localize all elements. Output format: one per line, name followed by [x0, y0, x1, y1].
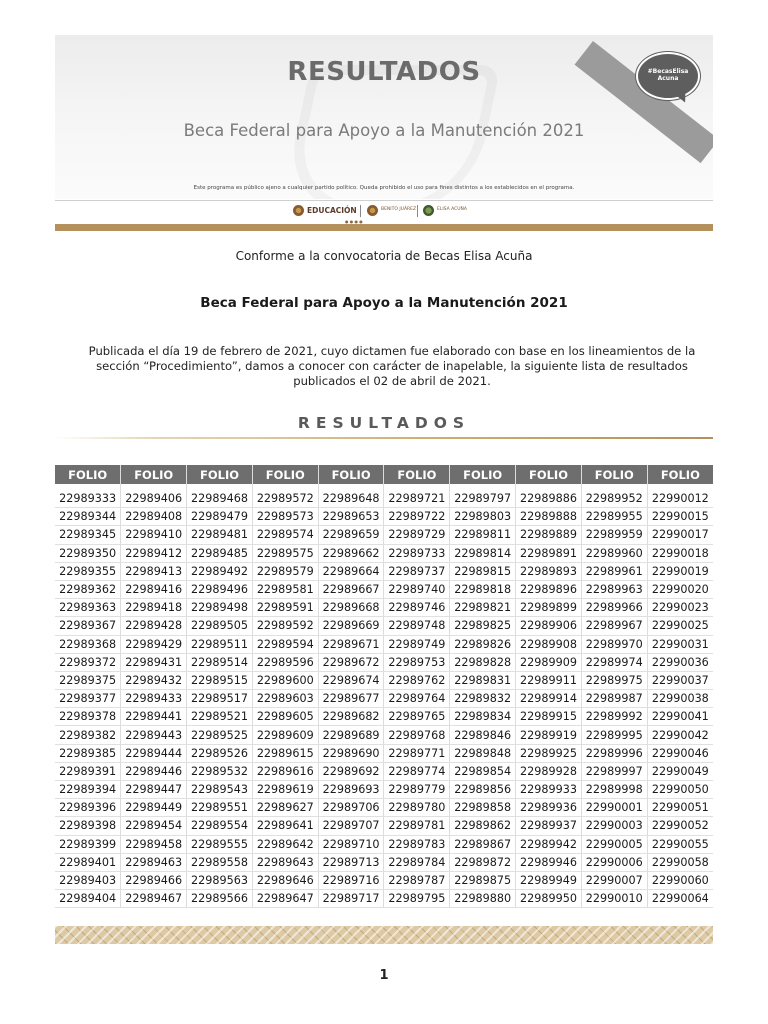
table-row: [55, 762, 713, 780]
folio-cell: 22989350: [55, 544, 121, 562]
folio-cell: 22989410: [121, 526, 187, 544]
hashtag-bubble: [636, 52, 700, 100]
folio-cell: 22989872: [450, 853, 516, 871]
column-header-folio: FOLIO: [516, 465, 582, 484]
folio-cell: 22989915: [516, 708, 582, 726]
folio-cell: 22990019: [647, 562, 713, 580]
folio-cell: 22989382: [55, 726, 121, 744]
folio-cell: 22989385: [55, 744, 121, 762]
folio-cell: 22990012: [647, 490, 713, 508]
folio-cell: 22989925: [516, 744, 582, 762]
folio-cell: 22989525: [187, 726, 253, 744]
folio-cell: 22989443: [121, 726, 187, 744]
table-row: [55, 544, 713, 562]
table-row: [55, 508, 713, 526]
folio-cell: 22989814: [450, 544, 516, 562]
logos-top-rule: [55, 200, 713, 201]
folio-cell: 22989479: [187, 508, 253, 526]
table-row: [55, 617, 713, 635]
folio-cell: 22989555: [187, 835, 253, 853]
folio-cell: 22989942: [516, 835, 582, 853]
column-header-folio: FOLIO: [252, 465, 318, 484]
folio-cell: 22989693: [318, 781, 384, 799]
folio-cell: 22990049: [647, 762, 713, 780]
folio-cell: 22989394: [55, 781, 121, 799]
folio-cell: 22989428: [121, 617, 187, 635]
description-paragraph: Publicada el día 19 de febrero de 2021, cuyo dictamen fue elaborado con base en los lineamientos de la sección “Procedimiento”, damos a conocer con carácter de inapelable, la siguiente lista de resultados publicados el 02 de abril de 2021.: [88, 344, 696, 388]
folio-cell: 22990003: [581, 817, 647, 835]
table-row: [55, 835, 713, 853]
folio-cell: 22989574: [252, 526, 318, 544]
folio-cell: 22989967: [581, 617, 647, 635]
folio-cell: 22989933: [516, 781, 582, 799]
folio-cell: 22989378: [55, 708, 121, 726]
folio-cell: 22989372: [55, 653, 121, 671]
banner-title: RESULTADOS: [287, 57, 481, 87]
folio-cell: 22989795: [384, 890, 450, 908]
folio-cell: 22989748: [384, 617, 450, 635]
folio-cell: 22989815: [450, 562, 516, 580]
folio-cell: 22989998: [581, 781, 647, 799]
folio-cell: 22989737: [384, 562, 450, 580]
table-row: [55, 708, 713, 726]
folio-cell: 22989832: [450, 690, 516, 708]
folio-cell: 22989667: [318, 580, 384, 598]
folio-cell: 22990041: [647, 708, 713, 726]
educacion-seal-icon: [293, 205, 304, 216]
section-rule: [55, 437, 713, 439]
folio-cell: 22989641: [252, 817, 318, 835]
table-row: [55, 890, 713, 908]
folio-cell: 22989498: [187, 599, 253, 617]
folio-cell: 22989447: [121, 781, 187, 799]
folio-cell: 22989692: [318, 762, 384, 780]
folio-cell: 22989391: [55, 762, 121, 780]
folio-cell: 22989418: [121, 599, 187, 617]
folio-cell: 22989581: [252, 580, 318, 598]
logos-strip: [55, 199, 713, 224]
folio-cell: 22989609: [252, 726, 318, 744]
folio-cell: 22989784: [384, 853, 450, 871]
folio-cell: 22989449: [121, 799, 187, 817]
folio-cell: 22989406: [121, 490, 187, 508]
folio-cell: 22989722: [384, 508, 450, 526]
folio-cell: 22990052: [647, 817, 713, 835]
folio-cell: 22989768: [384, 726, 450, 744]
folio-cell: 22989858: [450, 799, 516, 817]
banner-disclaimer: Este programa es público ajeno a cualquier partido político. Queda prohibido el uso para fines distintos a los establecidos en el programa.: [193, 185, 575, 191]
table-body: [55, 484, 713, 908]
folio-cell: 22989605: [252, 708, 318, 726]
folio-cell: 22989446: [121, 762, 187, 780]
folio-cell: 22989367: [55, 617, 121, 635]
folio-cell: 22989952: [581, 490, 647, 508]
folio-cell: 22989771: [384, 744, 450, 762]
folio-cell: 22989992: [581, 708, 647, 726]
folio-cell: 22989333: [55, 490, 121, 508]
folio-cell: 22989413: [121, 562, 187, 580]
folio-cell: 22989616: [252, 762, 318, 780]
folio-cell: 22989911: [516, 671, 582, 689]
table-row: [55, 653, 713, 671]
table-row: [55, 744, 713, 762]
folio-cell: 22990058: [647, 853, 713, 871]
folio-cell: 22989848: [450, 744, 516, 762]
folio-cell: 22989961: [581, 562, 647, 580]
folio-cell: 22989594: [252, 635, 318, 653]
folio-cell: 22989591: [252, 599, 318, 617]
folio-cell: 22989368: [55, 635, 121, 653]
folio-cell: 22989716: [318, 871, 384, 889]
folio-cell: 22990064: [647, 890, 713, 908]
folio-cell: 22989463: [121, 853, 187, 871]
folio-cell: 22989517: [187, 690, 253, 708]
folio-cell: 22989466: [121, 871, 187, 889]
folio-cell: 22989532: [187, 762, 253, 780]
folio-cell: 22989563: [187, 871, 253, 889]
folio-cell: 22989441: [121, 708, 187, 726]
table-row: [55, 799, 713, 817]
folio-cell: 22990023: [647, 599, 713, 617]
folio-cell: 22989664: [318, 562, 384, 580]
folio-cell: 22989779: [384, 781, 450, 799]
folio-cell: 22989891: [516, 544, 582, 562]
table-row: [55, 853, 713, 871]
table-row: [55, 671, 713, 689]
table-header-row: [55, 465, 713, 484]
folio-cell: 22989996: [581, 744, 647, 762]
folio-cell: 22990010: [581, 890, 647, 908]
folio-cell: 22989893: [516, 562, 582, 580]
program-title: Beca Federal para Apoyo a la Manutención 2021: [200, 295, 568, 311]
folio-cell: 22989707: [318, 817, 384, 835]
table-row: [55, 817, 713, 835]
folio-cell: 22989433: [121, 690, 187, 708]
folio-cell: 22990007: [581, 871, 647, 889]
folio-cell: 22989825: [450, 617, 516, 635]
folio-cell: 22989646: [252, 871, 318, 889]
folio-cell: 22990018: [647, 544, 713, 562]
folio-cell: 22989592: [252, 617, 318, 635]
folio-cell: 22989975: [581, 671, 647, 689]
folio-table: [55, 465, 713, 908]
folio-cell: 22989526: [187, 744, 253, 762]
logo-elisa-acuna: [423, 205, 467, 216]
folio-cell: 22989914: [516, 690, 582, 708]
folio-cell: 22989412: [121, 544, 187, 562]
folio-cell: 22989959: [581, 526, 647, 544]
folio-cell: 22989669: [318, 617, 384, 635]
folio-cell: 22989966: [581, 599, 647, 617]
column-header-folio: FOLIO: [581, 465, 647, 484]
folio-cell: 22989671: [318, 635, 384, 653]
folio-cell: 22989355: [55, 562, 121, 580]
folio-cell: 22989862: [450, 817, 516, 835]
folio-cell: 22989867: [450, 835, 516, 853]
folio-cell: 22989781: [384, 817, 450, 835]
folio-cell: 22989729: [384, 526, 450, 544]
folio-cell: 22989515: [187, 671, 253, 689]
folio-cell: 22989496: [187, 580, 253, 598]
column-header-folio: FOLIO: [318, 465, 384, 484]
folio-cell: 22989363: [55, 599, 121, 617]
logo-benito-juarez: [367, 205, 416, 216]
folio-cell: 22989946: [516, 853, 582, 871]
folio-cell: 22990051: [647, 799, 713, 817]
folio-cell: 22989753: [384, 653, 450, 671]
decorative-pattern-band: [55, 926, 713, 944]
folio-cell: 22989603: [252, 690, 318, 708]
folio-cell: 22989831: [450, 671, 516, 689]
folio-cell: 22989762: [384, 671, 450, 689]
folio-cell: 22989672: [318, 653, 384, 671]
folio-cell: 22989505: [187, 617, 253, 635]
folio-cell: 22989906: [516, 617, 582, 635]
folio-cell: 22989642: [252, 835, 318, 853]
column-header-folio: FOLIO: [647, 465, 713, 484]
folio-cell: 22989974: [581, 653, 647, 671]
folio-cell: 22989936: [516, 799, 582, 817]
folio-cell: 22989854: [450, 762, 516, 780]
folio-cell: 22989888: [516, 508, 582, 526]
folio-cell: 22989454: [121, 817, 187, 835]
folio-cell: 22989826: [450, 635, 516, 653]
folio-cell: 22989997: [581, 762, 647, 780]
social-icons-row: ● ● ● ●: [345, 219, 363, 224]
folio-cell: 22989811: [450, 526, 516, 544]
folio-cell: 22989928: [516, 762, 582, 780]
folio-cell: 22990037: [647, 671, 713, 689]
folio-cell: 22989575: [252, 544, 318, 562]
gold-divider-bar: [55, 224, 713, 231]
folio-cell: 22989797: [450, 490, 516, 508]
folio-cell: 22989706: [318, 799, 384, 817]
folio-cell: 22990006: [581, 853, 647, 871]
convocatoria-text: Conforme a la convocatoria de Becas Elisa Acuña: [235, 249, 533, 263]
column-header-folio: FOLIO: [121, 465, 187, 484]
folio-cell: 22989468: [187, 490, 253, 508]
folio-cell: 22990001: [581, 799, 647, 817]
logo-benito-juarez-text: BENITO JUÁREZ: [381, 207, 417, 213]
folio-cell: 22990050: [647, 781, 713, 799]
column-header-folio: FOLIO: [450, 465, 516, 484]
logo-elisa-acuna-text: ELISA ACUÑA: [437, 207, 468, 213]
folio-cell: 22990017: [647, 526, 713, 544]
folio-cell: 22989416: [121, 580, 187, 598]
folio-cell: 22989551: [187, 799, 253, 817]
folio-cell: 22989889: [516, 526, 582, 544]
folio-cell: 22989467: [121, 890, 187, 908]
column-header-folio: FOLIO: [384, 465, 450, 484]
folio-cell: 22989690: [318, 744, 384, 762]
folio-cell: 22989375: [55, 671, 121, 689]
table-row: [55, 526, 713, 544]
folio-cell: 22989896: [516, 580, 582, 598]
folio-cell: 22989677: [318, 690, 384, 708]
folio-cell: 22989765: [384, 708, 450, 726]
folio-cell: 22989955: [581, 508, 647, 526]
elisa-acuna-seal-icon: [423, 205, 434, 216]
folio-cell: 22989573: [252, 508, 318, 526]
folio-cell: 22989648: [318, 490, 384, 508]
logo-educacion-text: EDUCACIÓN: [307, 206, 357, 215]
folio-cell: 22989846: [450, 726, 516, 744]
folio-cell: 22989481: [187, 526, 253, 544]
folio-cell: 22990025: [647, 617, 713, 635]
folio-cell: 22989787: [384, 871, 450, 889]
folio-cell: 22989401: [55, 853, 121, 871]
folio-cell: 22989566: [187, 890, 253, 908]
table-row: [55, 690, 713, 708]
folio-cell: 22989764: [384, 690, 450, 708]
folio-cell: 22990020: [647, 580, 713, 598]
folio-cell: 22989733: [384, 544, 450, 562]
folio-cell: 22989514: [187, 653, 253, 671]
folio-cell: 22989875: [450, 871, 516, 889]
table-row: [55, 580, 713, 598]
table-row: [55, 490, 713, 508]
benito-juarez-seal-icon: [367, 205, 378, 216]
folio-cell: 22989511: [187, 635, 253, 653]
folio-cell: 22989408: [121, 508, 187, 526]
folio-cell: 22989647: [252, 890, 318, 908]
logo-divider: [360, 205, 361, 217]
table-row: [55, 599, 713, 617]
folio-cell: 22989396: [55, 799, 121, 817]
folio-cell: 22989821: [450, 599, 516, 617]
folio-cell: 22989485: [187, 544, 253, 562]
folio-cell: 22989398: [55, 817, 121, 835]
folio-cell: 22989344: [55, 508, 121, 526]
folio-cell: 22989721: [384, 490, 450, 508]
folio-cell: 22989856: [450, 781, 516, 799]
logo-educacion: [293, 205, 357, 216]
folio-cell: 22989880: [450, 890, 516, 908]
folio-cell: 22989689: [318, 726, 384, 744]
folio-cell: 22989740: [384, 580, 450, 598]
folio-cell: 22989970: [581, 635, 647, 653]
folio-cell: 22990060: [647, 871, 713, 889]
banner-subtitle: Beca Federal para Apoyo a la Manutención 2021: [183, 121, 585, 140]
table-row: [55, 562, 713, 580]
folio-cell: 22989774: [384, 762, 450, 780]
folio-cell: 22989458: [121, 835, 187, 853]
folio-cell: 22989619: [252, 781, 318, 799]
folio-cell: 22989403: [55, 871, 121, 889]
folio-cell: 22989668: [318, 599, 384, 617]
folio-cell: 22989653: [318, 508, 384, 526]
folio-cell: 22989600: [252, 671, 318, 689]
folio-cell: 22989399: [55, 835, 121, 853]
folio-cell: 22989662: [318, 544, 384, 562]
table-row: [55, 871, 713, 889]
hashtag-text: #BecasElisa Acuna: [647, 68, 689, 82]
folio-cell: 22989960: [581, 544, 647, 562]
folio-cell: 22990031: [647, 635, 713, 653]
column-header-folio: FOLIO: [55, 465, 121, 484]
folio-cell: 22989886: [516, 490, 582, 508]
folio-cell: 22989615: [252, 744, 318, 762]
table-row: [55, 781, 713, 799]
folio-cell: 22990015: [647, 508, 713, 526]
folio-cell: 22989432: [121, 671, 187, 689]
page-number: 1: [379, 968, 389, 983]
folio-cell: 22989899: [516, 599, 582, 617]
folio-cell: 22989950: [516, 890, 582, 908]
folio-cell: 22989834: [450, 708, 516, 726]
folio-cell: 22989362: [55, 580, 121, 598]
table-row: [55, 726, 713, 744]
folio-cell: 22989674: [318, 671, 384, 689]
folio-cell: 22989431: [121, 653, 187, 671]
header-banner: [55, 35, 713, 199]
folio-cell: 22989828: [450, 653, 516, 671]
folio-cell: 22990005: [581, 835, 647, 853]
folio-cell: 22989919: [516, 726, 582, 744]
folio-cell: 22989429: [121, 635, 187, 653]
folio-cell: 22989492: [187, 562, 253, 580]
folio-cell: 22989995: [581, 726, 647, 744]
folio-cell: 22989377: [55, 690, 121, 708]
folio-cell: 22989908: [516, 635, 582, 653]
folio-cell: 22989749: [384, 635, 450, 653]
column-header-folio: FOLIO: [187, 465, 253, 484]
folio-cell: 22989937: [516, 817, 582, 835]
folio-cell: 22989818: [450, 580, 516, 598]
folio-cell: 22990046: [647, 744, 713, 762]
folio-cell: 22989783: [384, 835, 450, 853]
folio-cell: 22990055: [647, 835, 713, 853]
folio-cell: 22989444: [121, 744, 187, 762]
folio-cell: 22989572: [252, 490, 318, 508]
folio-cell: 22989659: [318, 526, 384, 544]
folio-cell: 22989949: [516, 871, 582, 889]
folio-cell: 22989521: [187, 708, 253, 726]
logo-divider: [417, 205, 418, 217]
folio-cell: 22989987: [581, 690, 647, 708]
folio-cell: 22989682: [318, 708, 384, 726]
folio-cell: 22989558: [187, 853, 253, 871]
table-row: [55, 635, 713, 653]
folio-cell: 22989803: [450, 508, 516, 526]
results-section-title: RESULTADOS: [297, 414, 471, 432]
folio-cell: 22989554: [187, 817, 253, 835]
folio-cell: 22989579: [252, 562, 318, 580]
folio-cell: 22989717: [318, 890, 384, 908]
folio-cell: 22989713: [318, 853, 384, 871]
folio-cell: 22989780: [384, 799, 450, 817]
folio-cell: 22989710: [318, 835, 384, 853]
folio-cell: 22989909: [516, 653, 582, 671]
folio-cell: 22990036: [647, 653, 713, 671]
folio-cell: 22989963: [581, 580, 647, 598]
folio-cell: 22990042: [647, 726, 713, 744]
folio-cell: 22989404: [55, 890, 121, 908]
folio-cell: 22989543: [187, 781, 253, 799]
folio-cell: 22989596: [252, 653, 318, 671]
folio-cell: 22989746: [384, 599, 450, 617]
folio-cell: 22989643: [252, 853, 318, 871]
folio-cell: 22989345: [55, 526, 121, 544]
folio-cell: 22990038: [647, 690, 713, 708]
folio-cell: 22989627: [252, 799, 318, 817]
